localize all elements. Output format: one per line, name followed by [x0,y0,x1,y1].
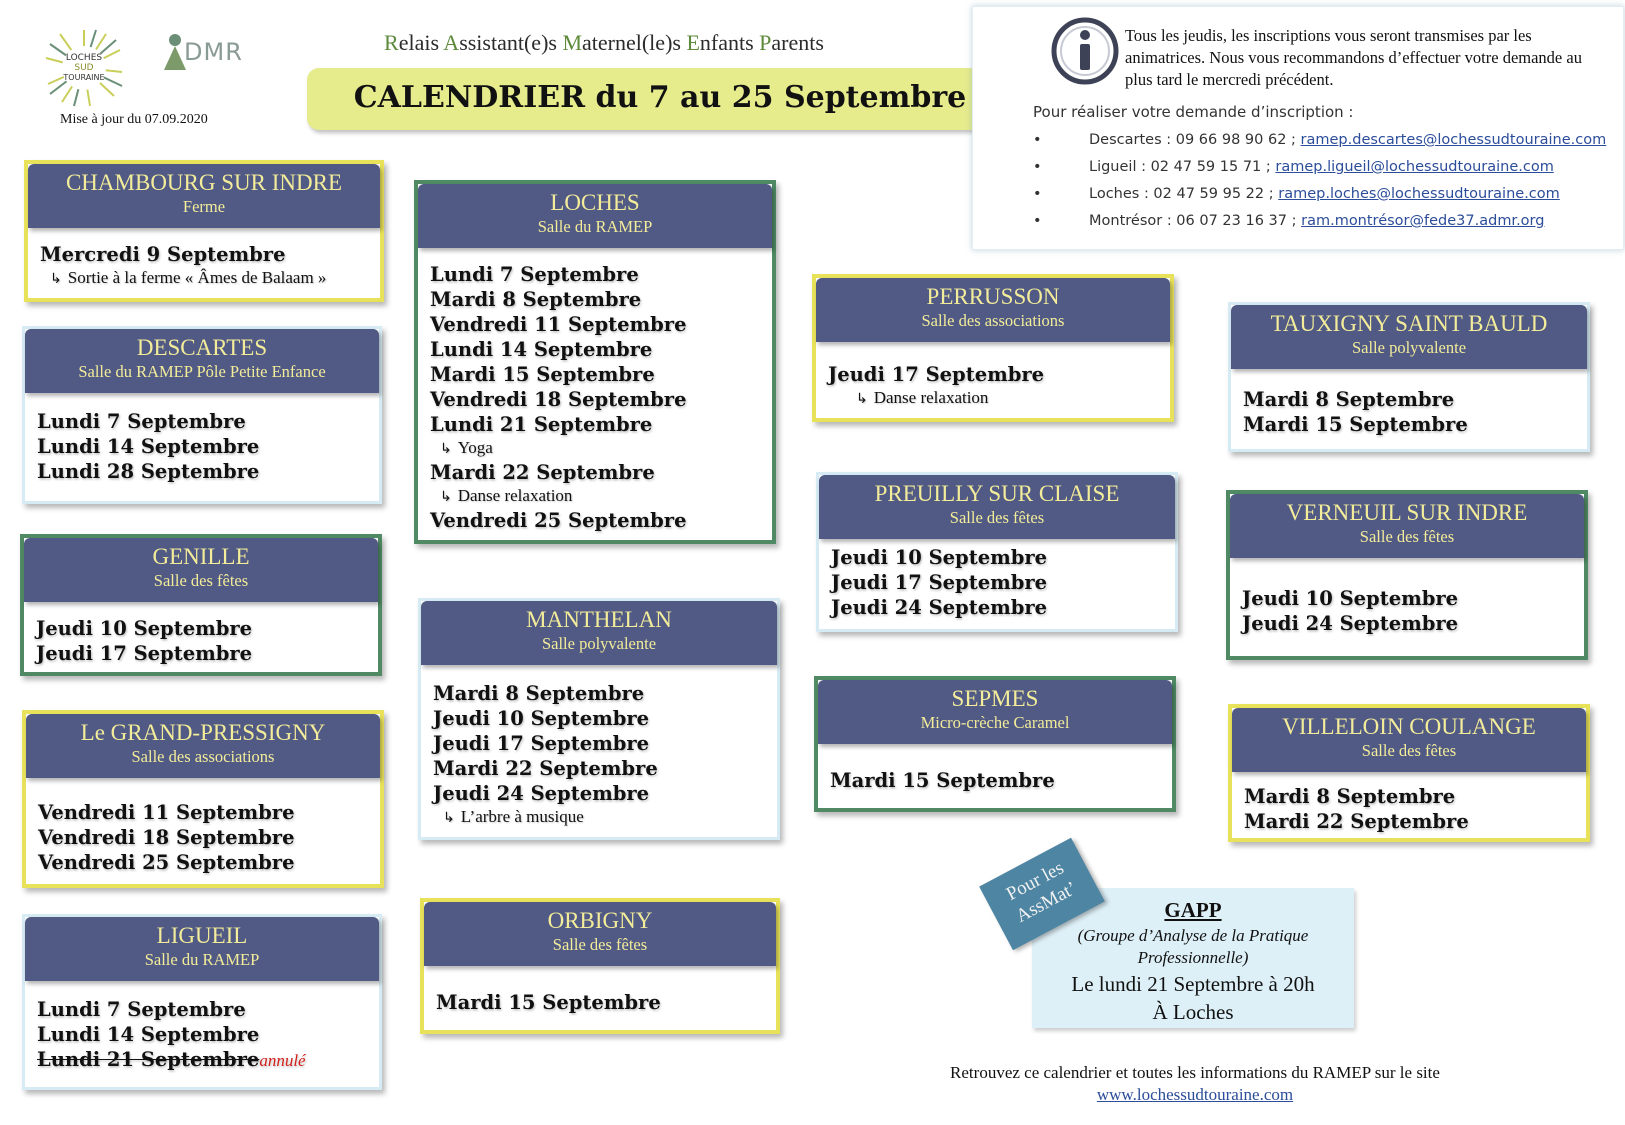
date-line: Jeudi 17 Septembre [433,732,650,755]
card-tauxigny [1228,302,1590,452]
date-line: Mardi 15 Septembre [1243,413,1468,436]
date-line: Vendredi 25 Septembre [38,851,295,874]
card-title: DESCARTES [136,335,268,360]
card-place: Salle des fêtes [153,571,249,590]
assmat-tag: Pour les AssMat’ [979,838,1105,950]
card-header [819,475,1175,539]
date-line: Mercredi 9 Septembre [40,243,286,266]
card-loches [414,180,776,544]
card-title: PERRUSSON [926,284,1060,309]
card-title: MANTHELAN [526,607,672,632]
date-line: Jeudi 17 Septembre [36,642,253,665]
activity-note: ↳ Danse relaxation [440,486,573,505]
admr-logo [160,30,250,80]
footer [860,1062,1530,1106]
ramep-title: Relais Assistant(e)s Maternel(le)s Enfants Parents [384,30,824,55]
card-place: Salle du RAMEP [144,950,260,969]
card-perrusson [812,274,1174,422]
card-title: VILLELOIN COULANGE [1282,714,1536,739]
card-ligueil [22,914,382,1090]
arrow-icon: ↳ [50,271,62,287]
date-line: Mardi 22 Septembre [1244,810,1469,833]
card-preuilly [816,472,1178,632]
date-line: Lundi 21 Septembre [430,413,653,436]
card-header [418,184,772,248]
card-grand-pressigny [22,710,384,888]
date-line: Jeudi 10 Septembre [36,617,253,640]
card-chambourg [24,160,384,302]
card-header [816,278,1170,342]
calendar-banner [307,68,1013,130]
card-manthelan [418,598,780,840]
logo1-line1: LOCHES [65,53,103,63]
date-line: Vendredi 18 Septembre [430,388,687,411]
admr-logo-text: DMR [184,38,243,66]
date-line: Lundi 28 Septembre [37,460,260,483]
date-line: Mardi 8 Septembre [430,288,642,311]
arrow-icon: ↳ [443,810,455,826]
card-header [818,680,1172,744]
contact-descartes: • Descartes : 09 66 98 90 62 ; ramep.descartes@lochessudtouraine.com [1033,132,1607,148]
card-title: TAUXIGNY SAINT BAULD [1270,311,1548,336]
date-line: Jeudi 24 Septembre [1242,612,1459,635]
date-line: Jeudi 10 Septembre [433,707,650,730]
arrow-icon: ↳ [440,441,452,457]
card-title: LIGUEIL [156,923,248,948]
card-sepmes [814,676,1176,812]
cancelled-date-line: Lundi 21 Septembreannulé [37,1048,306,1071]
info-intro: Pour réaliser votre demande d’inscription : [1033,103,1354,121]
date-line: Lundi 14 Septembre [37,1023,260,1046]
gapp-date: Le lundi 21 Septembre à 20h [1071,972,1315,996]
date-line: Lundi 7 Septembre [37,410,246,433]
card-title: ORBIGNY [547,908,653,933]
date-line: Vendredi 11 Septembre [38,801,295,824]
date-line: Jeudi 17 Septembre [828,363,1045,386]
gapp-subtitle: (Groupe d’Analyse de la Pratique Professionnelle) [1077,926,1309,967]
logo1-line3: TOURAINE [63,73,105,82]
card-place: Salle des associations [921,311,1065,330]
logo1-line2: SUD [74,63,94,73]
date-line: Mardi 8 Septembre [433,682,645,705]
card-title: LOCHES [550,190,640,215]
date-line: Vendredi 11 Septembre [430,313,687,336]
date-line: Mardi 15 Septembre [430,363,655,386]
card-header [25,917,379,981]
date-line: Lundi 14 Septembre [37,435,260,458]
footer-text: Retrouvez ce calendrier et toutes les informations du RAMEP sur le site [950,1063,1440,1082]
card-header [421,601,777,665]
activity-note: ↳ Sortie à la ferme « Âmes de Balaam » [50,268,327,287]
date-line: Mardi 15 Septembre [436,991,661,1014]
date-line: Lundi 14 Septembre [430,338,653,361]
info-text: Tous les jeudis, les inscriptions vous seront transmises par les animatrices. Nous vous recommandons d’effectuer votre demande au plus tard le mercredi précédent. [1125,26,1582,89]
card-place: Salle des fêtes [1361,741,1457,760]
arrow-icon: ↳ [440,489,452,505]
card-header [1231,305,1587,369]
date-line: Mardi 15 Septembre [830,769,1055,792]
date-line: Mardi 22 Septembre [433,757,658,780]
card-place: Salle des fêtes [1359,527,1455,546]
card-header [424,902,776,966]
contact-descartes-mail[interactable]: ramep.descartes@lochessudtouraine.com [1300,132,1607,148]
gapp-title: GAPP [1164,898,1222,922]
card-genille [20,534,382,676]
card-place: Salle des fêtes [552,935,648,954]
date-line: Jeudi 10 Septembre [831,546,1048,569]
cancelled-label: annulé [259,1051,306,1070]
info-box [972,6,1624,250]
card-orbigny [420,898,780,1034]
card-place: Ferme [182,197,226,216]
card-place: Micro-crèche Caramel [920,713,1070,732]
contact-loches-mail[interactable]: ramep.loches@lochessudtouraine.com [1278,186,1560,202]
card-title: VERNEUIL SUR INDRE [1286,500,1528,525]
card-place: Salle des associations [131,747,275,766]
contact-montresor-mail[interactable]: ram.montrésor@fede37.admr.org [1301,213,1545,229]
card-descartes [22,326,382,504]
card-title: GENILLE [152,544,250,569]
date-line: Mardi 8 Septembre [1243,388,1455,411]
card-header [24,538,378,602]
card-place: Salle du RAMEP Pôle Petite Enfance [78,362,326,381]
card-header [28,164,380,228]
card-villeloin [1228,704,1590,842]
date-line: Vendredi 18 Septembre [38,826,295,849]
contact-montresor: • Montrésor : 06 07 23 16 37 ; ram.montrésor@fede37.admr.org [1033,213,1545,229]
card-title: CHAMBOURG SUR INDRE [65,170,343,195]
card-verneuil [1226,490,1588,660]
contact-loches: • Loches : 02 47 59 95 22 ; ramep.loches@lochessudtouraine.com [1033,186,1560,202]
card-title: Le GRAND-PRESSIGNY [80,720,326,745]
activity-note: ↳ Danse relaxation [856,388,989,407]
activity-note: ↳ Yoga [440,438,493,457]
gapp-location: À Loches [1152,1000,1234,1024]
contact-ligueil: • Ligueil : 02 47 59 15 71 ; ramep.ligueil@lochessudtouraine.com [1033,159,1554,175]
date-line: Jeudi 17 Septembre [831,571,1048,594]
contact-ligueil-mail[interactable]: ramep.ligueil@lochessudtouraine.com [1275,159,1554,175]
date-line: Lundi 7 Septembre [430,263,639,286]
date-line: Jeudi 10 Septembre [1242,587,1459,610]
card-title: PREUILLY SUR CLAISE [874,481,1120,506]
activity-note: ↳ L’arbre à musique [443,807,584,826]
date-line: Jeudi 24 Septembre [831,596,1048,619]
card-place: Salle polyvalente [1351,338,1467,357]
date-line: Lundi 7 Septembre [37,998,246,1021]
card-header [25,329,379,393]
date-line: Mardi 22 Septembre [430,461,655,484]
date-line: Mardi 8 Septembre [1244,785,1456,808]
update-date: Mise à jour du 07.09.2020 [60,112,208,127]
card-header [26,714,380,778]
footer-link[interactable]: www.lochessudtouraine.com [1096,1085,1294,1104]
card-header [1230,494,1584,558]
loches-sud-touraine-logo [44,28,124,108]
card-header [1232,708,1586,772]
card-place: Salle des fêtes [949,508,1045,527]
card-place: Salle du RAMEP [537,217,653,236]
card-title: SEPMES [951,686,1039,711]
calendar-title: CALENDRIER du 7 au 25 Septembre [353,80,967,115]
card-place: Salle polyvalente [541,634,657,653]
arrow-icon: ↳ [856,391,868,407]
info-icon [1051,17,1119,85]
date-line: Jeudi 24 Septembre [433,782,650,805]
date-line: Vendredi 25 Septembre [430,509,687,532]
